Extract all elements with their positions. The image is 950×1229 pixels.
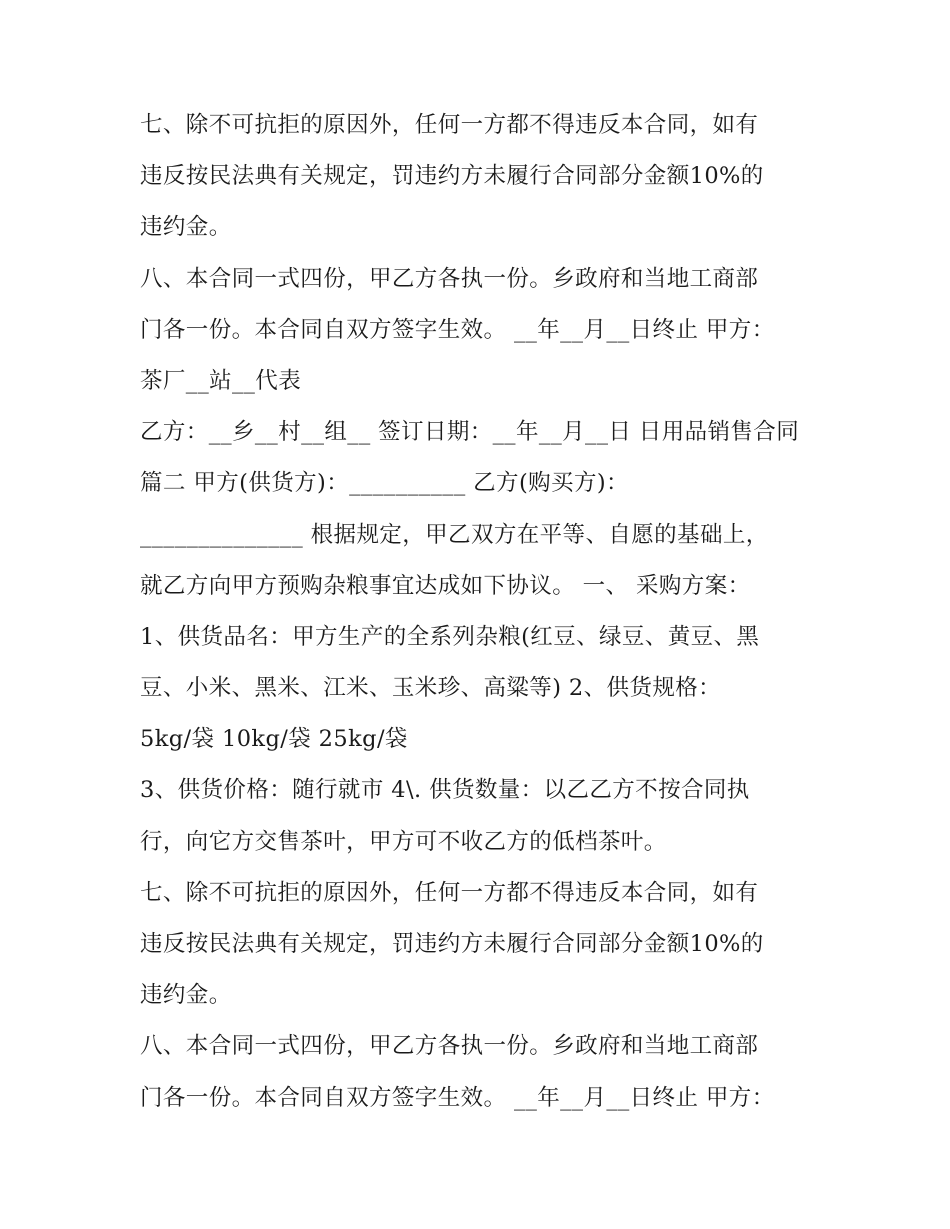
document-line: 八、本合同一式四份，甲乙方各执一份。乡政府和当地工商部 bbox=[140, 265, 759, 292]
document-line: 违约金。 bbox=[140, 214, 232, 241]
document-line: 乙方：__乡__村__组__ 签订日期：__年__月__日 日用品销售合同 bbox=[140, 419, 800, 446]
document-line: 1、供货品名：甲方生产的全系列杂粮(红豆、绿豆、黄豆、黑 bbox=[140, 623, 760, 650]
document-line: 违约金。 bbox=[140, 982, 232, 1009]
document-page bbox=[140, 100, 820, 1124]
document-line: 违反按民法典有关规定，罚违约方未履行合同部分金额10%的 bbox=[140, 931, 764, 957]
document-line: 篇二 甲方(供货方)：__________ 乙方(购买方)： bbox=[140, 470, 629, 497]
document-line: 3、供货价格：随行就市 4\. 供货数量：以乙乙方不按合同执 bbox=[140, 777, 750, 804]
document-line: 门各一份。本合同自双方签字生效。 __年__月__日终止 甲方： bbox=[140, 1084, 775, 1111]
document-line: 门各一份。本合同自双方签字生效。 __年__月__日终止 甲方： bbox=[140, 316, 775, 343]
document-line: 八、本合同一式四份，甲乙方各执一份。乡政府和当地工商部 bbox=[140, 1033, 759, 1060]
document-line: 行，向它方交售茶叶，甲方可不收乙方的低档茶叶。 bbox=[140, 828, 667, 855]
document-line: 豆、小米、黑米、江米、玉米珍、高粱等) 2、供货规格： bbox=[140, 675, 722, 702]
document-line: 就乙方向甲方预购杂粮事宜达成如下协议。 一、 采购方案： bbox=[140, 572, 751, 599]
document-line: 5kg/袋 10kg/袋 25kg/袋 bbox=[140, 726, 408, 753]
document-line: 七、除不可抗拒的原因外，任何一方都不得违反本合同，如有 bbox=[140, 879, 759, 906]
document-line: 违反按民法典有关规定，罚违约方未履行合同部分金额10%的 bbox=[140, 163, 764, 190]
document-line: 茶厂__站__代表 bbox=[140, 367, 302, 394]
document-line: 七、除不可抗拒的原因外，任何一方都不得违反本合同，如有 bbox=[140, 112, 759, 138]
document-line: ______________ 根据规定，甲乙双方在平等、自愿的基础上， bbox=[140, 521, 769, 548]
